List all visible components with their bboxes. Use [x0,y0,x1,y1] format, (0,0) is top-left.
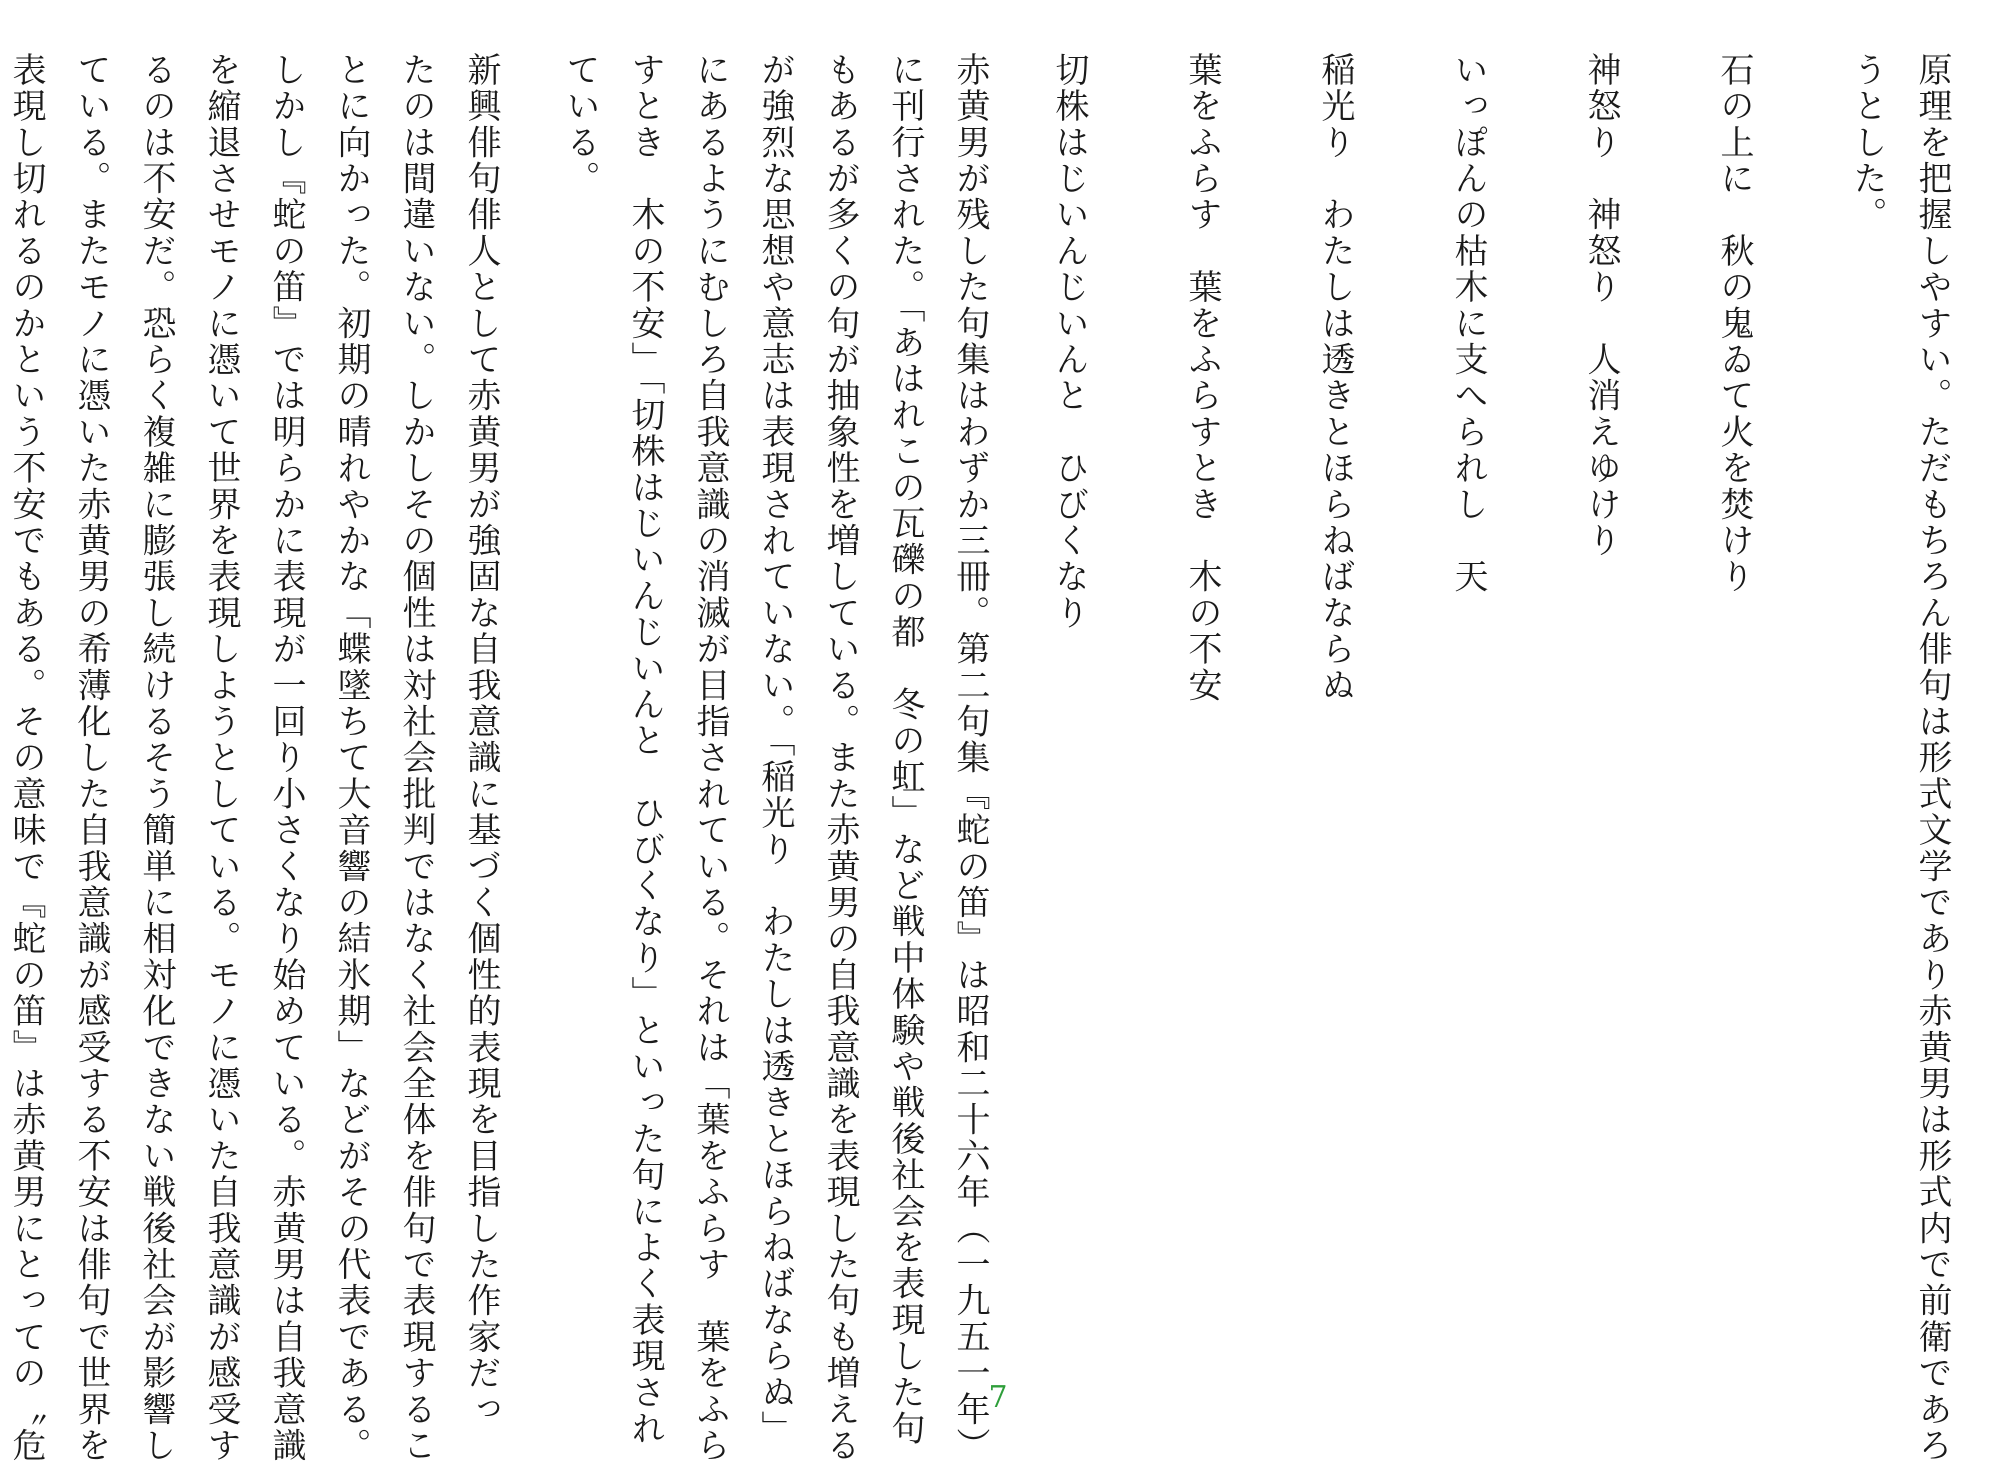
paragraph-2-line-7: ている。 [560,52,600,197]
haiku-5: 葉をふらす 葉をふらすとき 木の不安 [1182,52,1222,704]
paragraph-1-line-2: うとした。 [1847,52,1887,233]
paragraph-2-line-1: 赤黄男が残した句集はわずか三冊。第二句集『蛇の笛』は昭和二十六年（一九五一年） [950,52,990,1464]
paragraph-2-line-5: にあるようにむしろ自我意識の消滅が目指されている。それは「葉をふらす 葉をふら [690,52,730,1464]
paragraph-3-line-6: るのは不安だ。恐らく複雑に膨張し続けるそう簡単に相対化できない戦後社会が影響し [136,52,176,1464]
haiku-4: 稲光り わたしは透きとほらねばならぬ [1315,52,1355,704]
paragraph-3-line-2: たのは間違いない。しかしその個性は対社会批判ではなく社会全体を俳句で表現するこ [396,52,436,1464]
paragraph-1-line-1: 原理を把握しやすい。ただもちろん俳句は形式文学であり赤黄男は形式内で前衛であろ [1912,52,1952,1464]
page-number: 7 [988,1380,1008,1415]
paragraph-3-line-8: 表現し切れるのかという不安でもある。その意味で『蛇の笛』は赤黄男にとっての〝危 [6,52,46,1464]
paragraph-3-line-4: しかし『蛇の笛』では明らかに表現が一回り小さくなり始めている。赤黄男は自我意識 [266,52,306,1464]
paragraph-3-line-1: 新興俳句俳人として赤黄男が強固な自我意識に基づく個性的表現を目指した作家だっ [461,52,501,1428]
paragraph-3-line-3: とに向かった。初期の晴れやかな「蝶墜ちて大音響の結氷期」などがその代表である。 [331,52,371,1464]
haiku-6: 切株はじいんじいんと ひびくなり [1049,52,1089,632]
paragraph-3-line-5: を縮退させモノに憑いて世界を表現しようとしている。モノに憑いた自我意識が感受す [201,52,241,1464]
paragraph-2-line-4: が強烈な思想や意志は表現されていない。「稲光り わたしは透きとほらねばならぬ」 [755,52,795,1447]
paragraph-2-line-2: に刊行された。「あはれこの瓦礫の都 冬の虹」など戦中体験や戦後社会を表現した句 [885,52,925,1447]
haiku-2: 神怒り 神怒り 人消えゆけり [1581,52,1621,559]
vertical-text-body [6,52,1964,1464]
haiku-1: 石の上に 秋の鬼ゐて火を焚けり [1714,52,1754,595]
paragraph-2-line-6: すとき 木の不安」「切株はじいんじいんと ひびくなり」といった句によく表現され [625,52,665,1447]
paragraph-2-line-3: もあるが多くの句が抽象性を増している。また赤黄男の自我意識を表現した句も増える [820,52,860,1464]
paragraph-3-line-7: ている。またモノに憑いた赤黄男の希薄化した自我意識が感受する不安は俳句で世界を [71,52,111,1464]
haiku-3: いっぽんの枯木に支へられし 天 [1448,52,1488,595]
